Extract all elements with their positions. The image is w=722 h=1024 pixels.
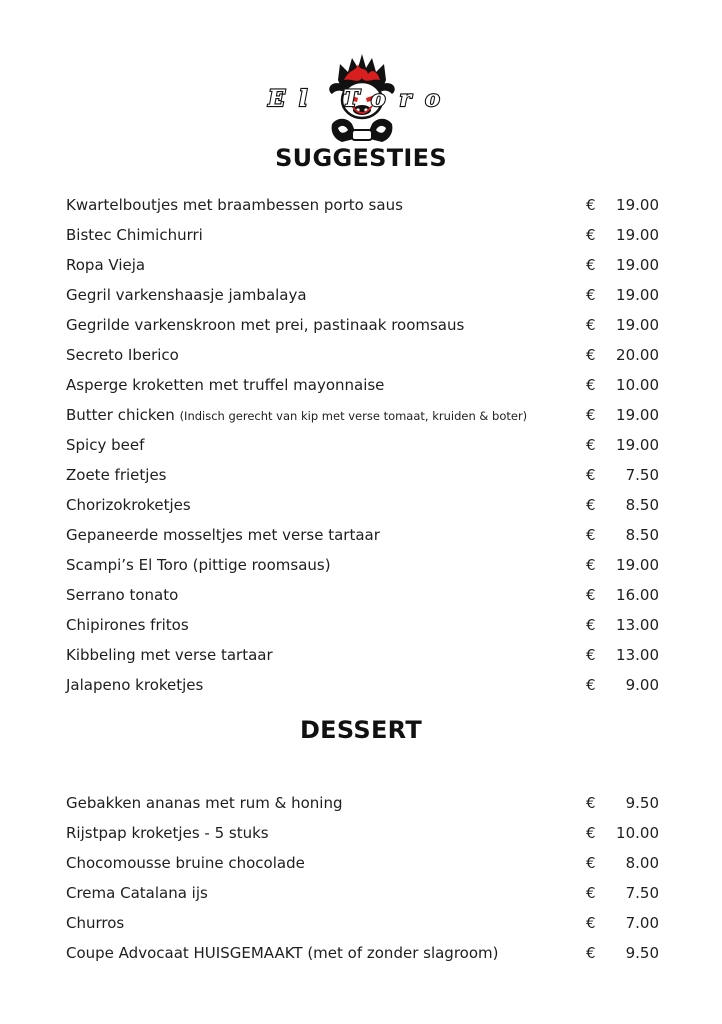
currency-symbol: € [586,256,596,274]
menu-item-price: 16.00 [616,586,659,604]
menu-item [66,788,666,818]
currency-symbol: € [586,346,596,364]
menu-item-label: Zoete frietjes [66,466,167,484]
menu-item-label: Secreto Iberico [66,346,179,364]
menu-item [66,610,666,640]
menu-item-price: 10.00 [616,824,659,842]
menu-item-label: Chipirones fritos [66,616,189,634]
menu-item-name [66,670,203,700]
section-title-suggesties: SUGGESTIES [275,144,447,172]
menu-item [66,520,666,550]
menu-item-label: Scampi’s El Toro (pittige roomsaus) [66,556,331,574]
menu-item-name [66,848,305,878]
suggesties-list [66,190,666,700]
menu-item-name [66,520,380,550]
menu-item-price: 19.00 [616,556,659,574]
menu-item [66,938,666,968]
menu-item-price: 7.50 [625,884,659,902]
currency-symbol: € [586,316,596,334]
menu-item-price: 19.00 [616,436,659,454]
menu-item-price: 8.00 [625,854,659,872]
menu-item-label: Ropa Vieja [66,256,146,274]
menu-item-name [66,640,273,670]
menu-item-name [66,340,179,370]
currency-symbol: € [586,376,596,394]
el-toro-bull-logo [268,50,454,146]
currency-symbol: € [586,496,596,514]
menu-item-label: Gepaneerde mosseltjes met verse tartaar [66,526,380,544]
menu-item-price: 19.00 [616,196,659,214]
menu-item-price: 13.00 [616,616,659,634]
currency-symbol: € [586,646,596,664]
menu-item [66,848,666,878]
menu-item [66,280,666,310]
menu-item-name [66,400,527,431]
menu-item-price: 20.00 [616,346,659,364]
menu-item-name [66,430,144,460]
menu-item-label: Serrano tonato [66,586,179,604]
currency-symbol: € [586,944,596,962]
currency-symbol: € [586,884,596,902]
menu-item [66,400,666,430]
menu-item-label: Chorizokroketjes [66,496,191,514]
currency-symbol: € [586,286,596,304]
currency-symbol: € [586,914,596,932]
menu-item-price: 9.00 [625,676,659,694]
menu-item-name [66,490,191,520]
logo-text: El Toro [268,86,454,112]
menu-item-name [66,220,203,250]
menu-item-price: 19.00 [616,406,659,424]
menu-item [66,340,666,370]
menu-item [66,310,666,340]
menu-item-price: 13.00 [616,646,659,664]
menu-item-price: 19.00 [616,286,659,304]
menu-item-name [66,370,384,400]
menu-item-name [66,280,307,310]
menu-item [66,640,666,670]
menu-item-label: Chocomousse bruine chocolade [66,854,305,872]
menu-item-name [66,190,403,220]
menu-item [66,908,666,938]
menu-item-label: Kibbeling met verse tartaar [66,646,273,664]
menu-item [66,878,666,908]
menu-item-name [66,460,167,490]
currency-symbol: € [586,436,596,454]
menu-item-price: 10.00 [616,376,659,394]
dessert-list [66,788,666,968]
menu-item-name [66,908,124,938]
currency-symbol: € [586,196,596,214]
menu-item-name [66,610,189,640]
menu-item-label: Gebakken ananas met rum & honing [66,794,343,812]
menu-item-name [66,310,464,340]
currency-symbol: € [586,824,596,842]
menu-item-label: Asperge kroketten met truffel mayonnaise [66,376,385,394]
currency-symbol: € [586,526,596,544]
menu-item-name [66,580,178,610]
currency-symbol: € [586,406,596,424]
currency-symbol: € [586,226,596,244]
menu-item [66,370,666,400]
menu-item [66,460,666,490]
menu-item-name [66,250,145,280]
menu-item-price: 8.50 [625,526,659,544]
menu-item-name [66,878,208,908]
currency-symbol: € [586,556,596,574]
section-title-dessert: DESSERT [299,716,423,744]
menu-item [66,670,666,700]
menu-item-price: 7.00 [625,914,659,932]
currency-symbol: € [586,676,596,694]
menu-item [66,550,666,580]
menu-item-name [66,818,269,848]
menu-item-price: 19.00 [616,226,659,244]
menu-item-name [66,550,331,580]
menu-item-label: Rijstpap kroketjes - 5 stuks [66,824,269,842]
menu-item-label: Kwartelboutjes met braambessen porto saus [66,196,403,214]
menu-item-price: 19.00 [616,256,659,274]
currency-symbol: € [586,616,596,634]
currency-symbol: € [586,466,596,484]
menu-item-note: (Indisch gerecht van kip met verse tomaat, kruiden & boter) [179,409,528,423]
menu-item [66,220,666,250]
menu-item-name [66,938,498,968]
menu-item [66,430,666,460]
menu-item-price: 19.00 [616,316,659,334]
menu-item-label: Butter chicken [66,406,175,424]
menu-item [66,490,666,520]
menu-item-price: 7.50 [625,466,659,484]
menu-item-name [66,788,342,818]
currency-symbol: € [586,794,596,812]
currency-symbol: € [586,854,596,872]
menu-item [66,190,666,220]
menu-item-label: Jalapeno kroketjes [66,676,204,694]
menu-item-label: Spicy beef [66,436,145,454]
currency-symbol: € [586,586,596,604]
menu-item [66,818,666,848]
menu-item-price: 9.50 [625,944,659,962]
menu-item-price: 8.50 [625,496,659,514]
menu-item-label: Bistec Chimichurri [66,226,203,244]
menu-item [66,580,666,610]
menu-item-label: Crema Catalana ijs [66,884,208,902]
menu-item-label: Gegrilde varkenskroon met prei, pastinaak roomsaus [66,316,465,334]
menu-item [66,250,666,280]
menu-item-label: Coupe Advocaat HUISGEMAAKT (met of zonder slagroom) [66,944,499,962]
menu-item-label: Gegril varkenshaasje jambalaya [66,286,307,304]
menu-item-label: Churros [66,914,125,932]
menu-item-price: 9.50 [625,794,659,812]
